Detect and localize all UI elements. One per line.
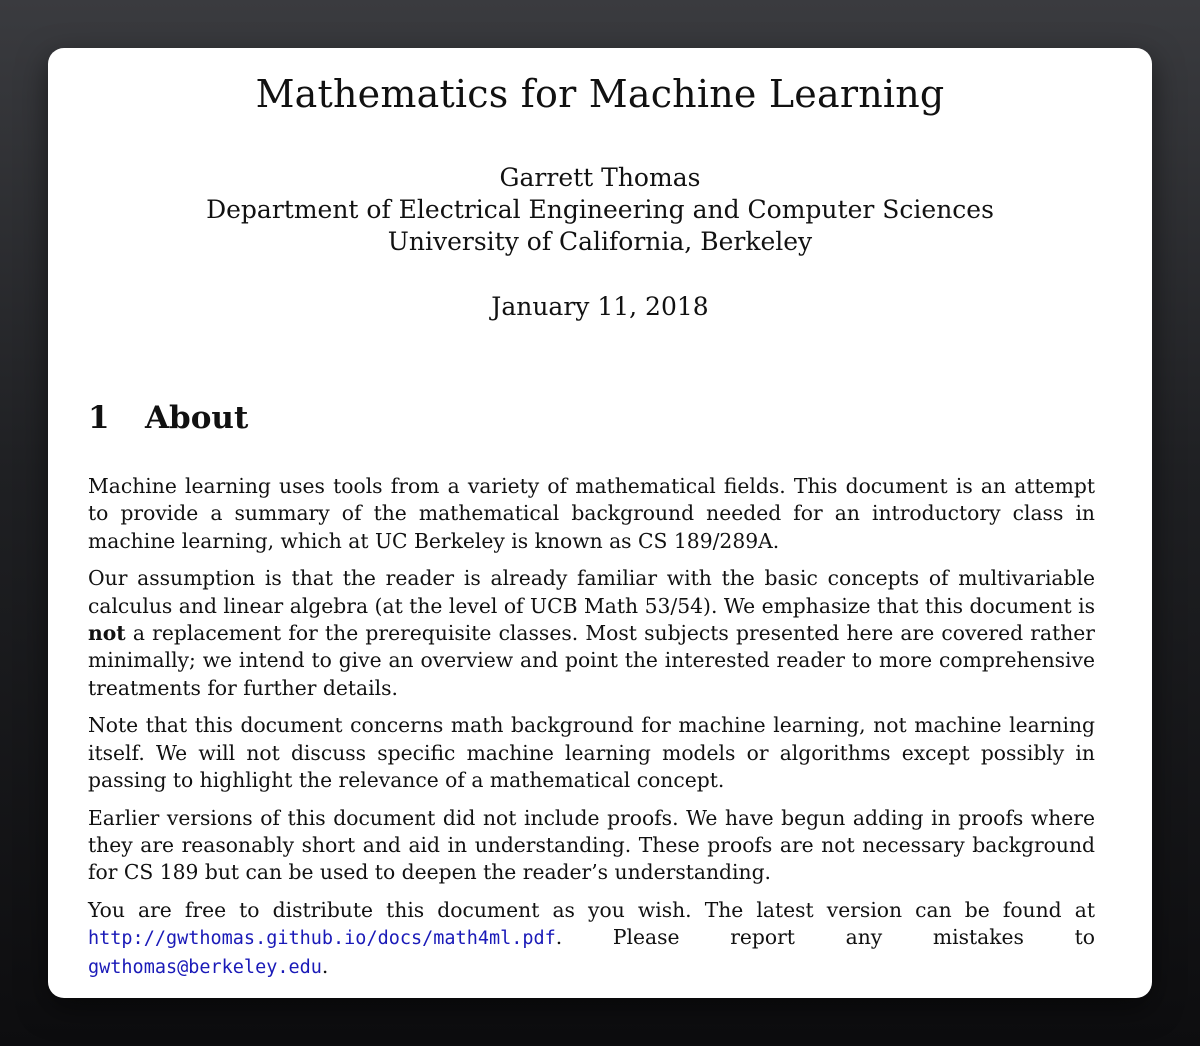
paragraph-2-bold: not xyxy=(88,620,126,645)
paragraph-5-text-b: . Please report any mistakes to xyxy=(555,925,1095,950)
section-number: 1 xyxy=(88,400,110,436)
document-title: Mathematics for Machine Learning xyxy=(255,72,945,116)
paragraph-4: Earlier versions of this document did not include proofs. We have begun adding in proofs where they are reasonably short and aid in understanding. These proofs are not necessary background for CS 189 but can be used to deepen the reader’s understanding. xyxy=(88,805,1095,885)
author-department: Department of Electrical Engineering and Computer Sciences xyxy=(206,195,994,224)
paragraph-2-text-a: Our assumption is that the reader is already familiar with the basic concepts of multivariable calculus and linear algebra (at the level of UCB Math 53/54). We emphasize that this document is xyxy=(88,566,1095,618)
email-link[interactable]: gwthomas@berkeley.edu xyxy=(88,956,322,978)
author-name: Garrett Thomas xyxy=(499,163,701,192)
document-page xyxy=(48,48,1152,998)
author-university: University of California, Berkeley xyxy=(387,227,813,256)
paragraph-5-end: . xyxy=(321,953,329,978)
author-block xyxy=(48,162,1152,258)
section-heading xyxy=(88,400,248,436)
section-title: About xyxy=(145,400,249,436)
paragraph-1: Machine learning uses tools from a variety of mathematical fields. This document is an attempt to provide a summary of the mathematical background needed for an introductory class in machine learning, which at UC Berkeley is known as CS 189/289A. xyxy=(88,474,1095,553)
section-body xyxy=(88,473,1095,992)
paragraph-2-text-b: a replacement for the prerequisite classes. Most subjects presented here are covered rather minimally; we intend to give an overview and point the interested reader to more comprehensive treatments for further details. xyxy=(88,620,1095,700)
paragraph-5 xyxy=(88,897,1095,981)
paragraph-2 xyxy=(88,565,1095,701)
paragraph-5-text-a: You are free to distribute this document as you wish. The latest version can be found at xyxy=(88,898,1095,923)
document-date: January 11, 2018 xyxy=(491,292,709,321)
paragraph-3: Note that this document concerns math background for machine learning, not machine learning itself. We will not discuss specific machine learning models or algorithms except possibly in passing to highlight the relevance of a mathematical concept. xyxy=(88,713,1095,792)
document-url-link[interactable]: http://gwthomas.github.io/docs/math4ml.pdf xyxy=(88,928,556,950)
